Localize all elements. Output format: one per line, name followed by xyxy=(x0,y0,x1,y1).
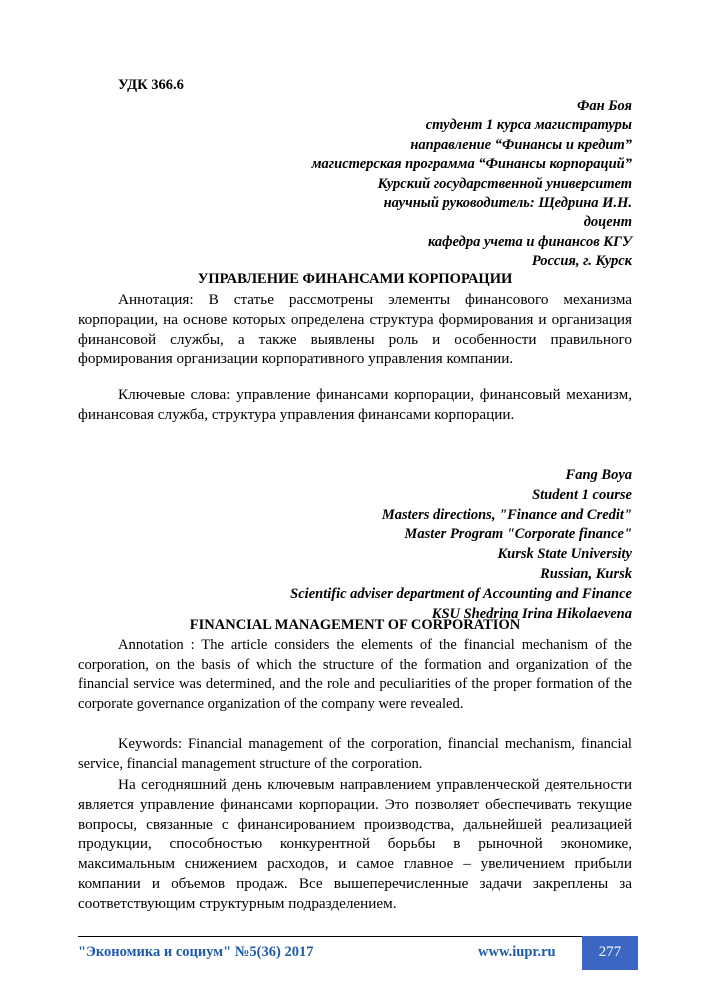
author-line: направление “Финансы и кредит” xyxy=(410,136,632,153)
author-line: магистерская программа “Финансы корпораций” xyxy=(311,156,632,173)
author-line: Master Program "Corporate finance" xyxy=(404,526,632,543)
author-line: Россия, г. Курск xyxy=(531,253,632,270)
author-line: Russian, Kursk xyxy=(540,565,632,582)
udc-code: УДК 366.6 xyxy=(118,77,184,93)
body-paragraph: На сегодняшний день ключевым направлением управленческой деятельности является управление финансами корпорации. Это позволяет обеспечивать текущие вопросы, связанные с финансированием производства, дальнейшей реализацией продукции, способностью конкурентной борьбы в рыночной экономике, максимальным снижением расходов, и самое главное – увеличением прибыли компании и объемов продаж. Все вышеперечисленные задачи закреплены за соответствующим структурным подразделением. xyxy=(78,776,632,912)
footer-website[interactable]: www.iupr.ru xyxy=(478,944,556,960)
page-number: 277 xyxy=(582,936,638,970)
author-line: Fang Boya xyxy=(565,467,632,483)
keywords-en: Keywords: Financial management of the corporation, financial mechanism, financial service, financial management structure of the corporation. xyxy=(78,736,632,772)
abstract-ru: Аннотация: В статье рассмотрены элементы финансового механизма корпорации, на основе которых определена структура формирования и организация финансовой службы, а также выявлены роль и особенности правильного формирования организации корпоративного управления компании. xyxy=(78,291,632,368)
article-title-en: FINANCIAL MANAGEMENT OF CORPORATION xyxy=(189,617,521,633)
author-line: кафедра учета и финансов КГУ xyxy=(427,233,632,250)
author-line: студент 1 курса магистратуры xyxy=(425,117,632,134)
article-title-ru: УПРАВЛЕНИЕ ФИНАНСАМИ КОРПОРАЦИИ xyxy=(197,271,513,287)
footer-journal: "Экономика и социум" №5(36) 2017 xyxy=(78,944,314,960)
abstract-en: Annotation : The article considers the elements of the financial mechanism of the corporation, on the basis of which the structure of the formation and organization of the financial service was determined, and the role and peculiarities of the proper formation of the corporate governance organization of the company were revealed. xyxy=(78,637,632,712)
author-line: доцент xyxy=(583,214,632,231)
author-line: KSU Shedrina Irina Hikolaevena xyxy=(431,605,632,622)
author-line: Masters directions, "Finance and Credit" xyxy=(381,506,632,523)
footer-divider xyxy=(78,936,582,937)
author-line: Student 1 course xyxy=(532,486,632,503)
keywords-ru: Ключевые слова: управление финансами корпорации, финансовый механизм, финансовая служба, структура управления финансами корпорации. xyxy=(78,386,632,423)
author-info-en xyxy=(290,466,632,624)
author-info-ru xyxy=(312,97,632,272)
author-line: Курский государственной университет xyxy=(377,175,632,192)
author-line: Kursk State University xyxy=(497,546,632,563)
author-line: Scientific adviser department of Accounting and Finance xyxy=(290,585,632,602)
author-line: научный руководитель: Щедрина И.Н. xyxy=(383,195,632,212)
author-line: Фан Боя xyxy=(577,98,632,114)
